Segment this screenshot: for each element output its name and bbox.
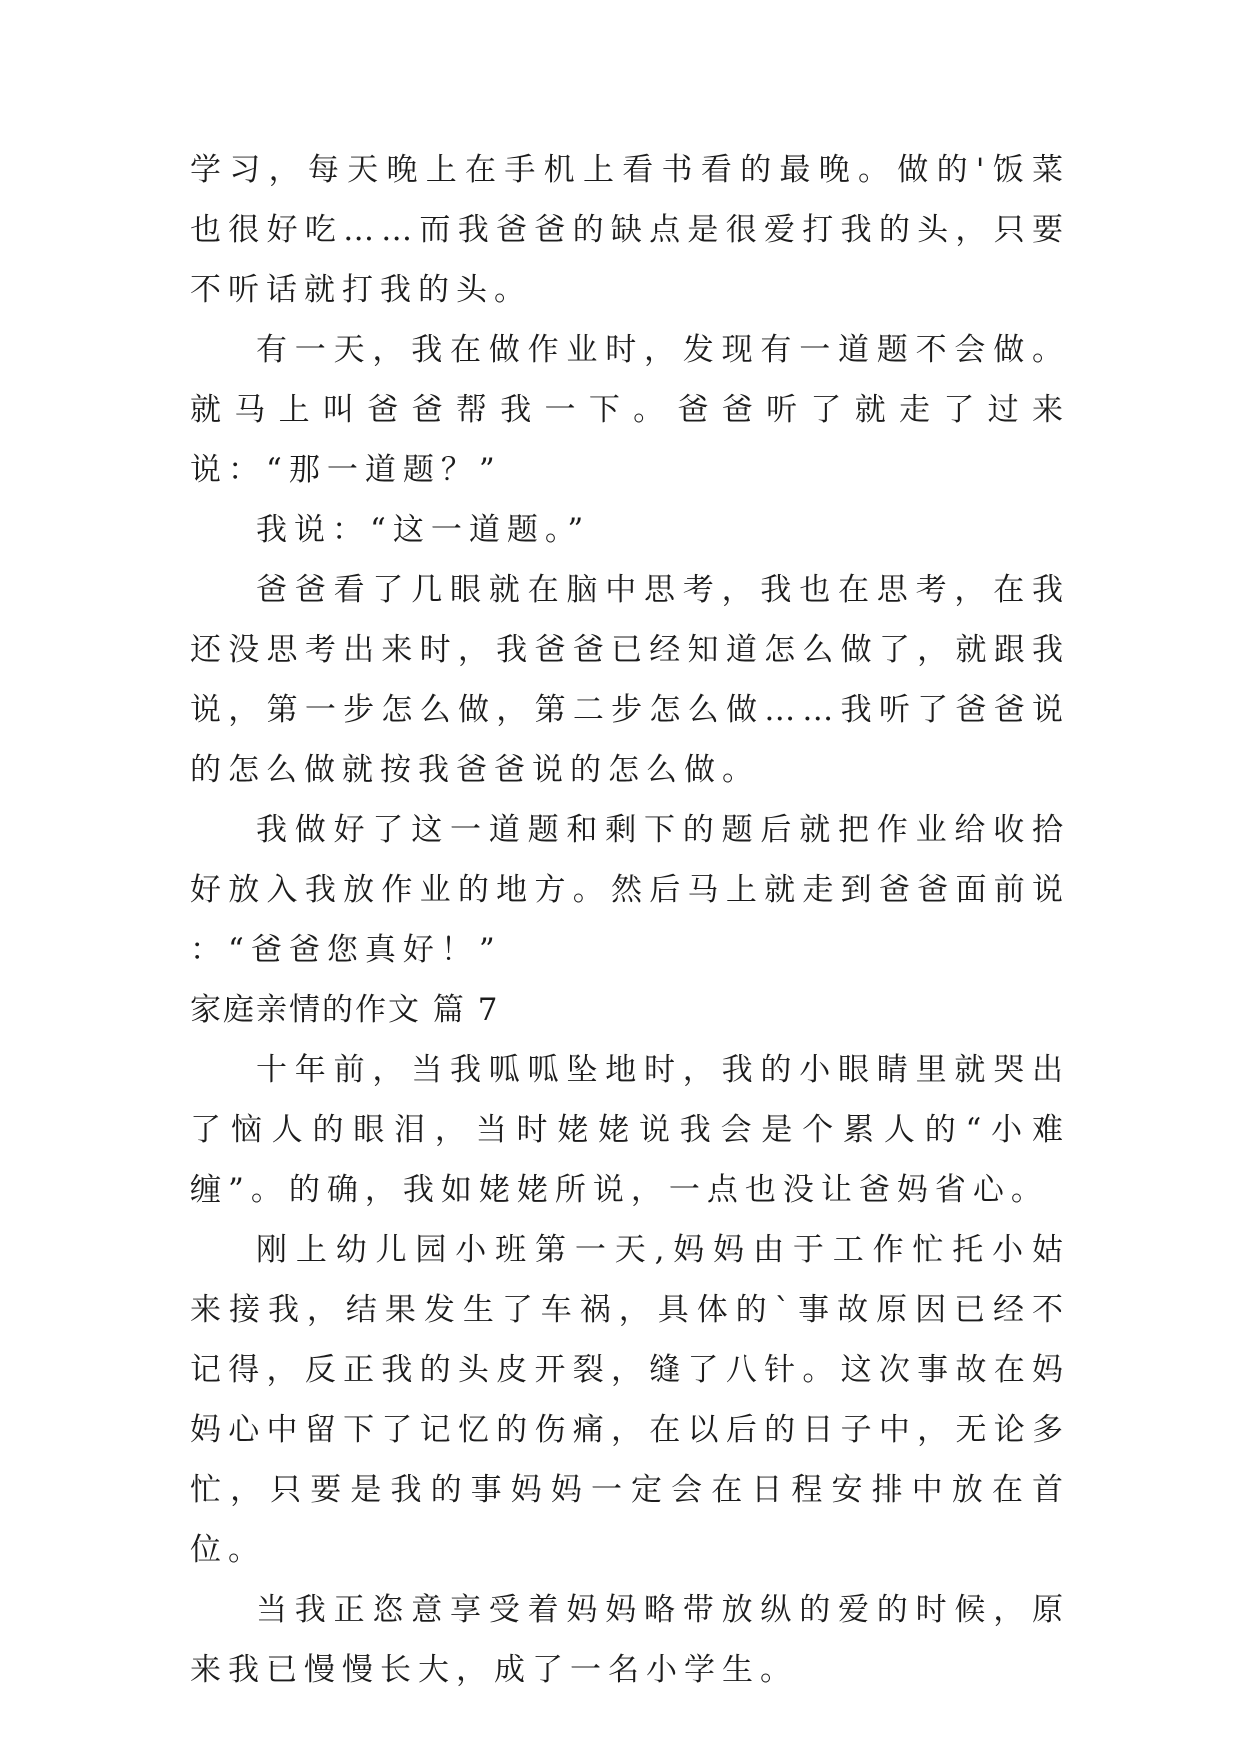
document-page bbox=[190, 140, 1070, 1700]
paragraph-3: 我说：“这一道题。” bbox=[256, 512, 591, 548]
section-heading: 家庭亲情的作文 篇 7 bbox=[190, 992, 500, 1028]
paragraph-2: 有一天，我在做作业时，发现有一道题不会做。就马上叫爸爸帮我一下。爸爸听了就走了过来说：“那一道题？” bbox=[190, 332, 1070, 488]
paragraph-8: 当我正恣意享受着妈妈略带放纵的爱的时候，原来我已慢慢长大，成了一名小学生。 bbox=[190, 1592, 1070, 1688]
paragraph-5: 我做好了这一道题和剩下的题后就把作业给收拾好放入我放作业的地方。然后马上就走到爸爸面前说 ：“爸爸您真好！” bbox=[190, 812, 1070, 968]
paragraph-6: 十年前，当我呱呱坠地时，我的小眼睛里就哭出了恼人的眼泪，当时姥姥说我会是个累人的“小难缠”。的确，我如姥姥所说，一点也没让爸妈省心。 bbox=[190, 1052, 1070, 1208]
paragraph-7: 刚上幼儿园小班第一天,妈妈由于工作忙托小姑来接我，结果发生了车祸，具体的`事故原因已经不记得，反正我的头皮开裂，缝了八针。这次事故在妈妈心中留下了记忆的伤痛，在以后的日子中，无论多忙，只要是我的事妈妈一定会在日程安排中放在首位。 bbox=[190, 1232, 1070, 1568]
paragraph-1: 学习，每天晚上在手机上看书看的最晚。做的'饭菜也很好吃……而我爸爸的缺点是很爱打我的头，只要不听话就打我的头。 bbox=[190, 152, 1070, 308]
paragraph-4: 爸爸看了几眼就在脑中思考，我也在思考，在我还没思考出来时，我爸爸已经知道怎么做了，就跟我说，第一步怎么做，第二步怎么做……我听了爸爸说的怎么做就按我爸爸说的怎么做。 bbox=[190, 572, 1070, 788]
